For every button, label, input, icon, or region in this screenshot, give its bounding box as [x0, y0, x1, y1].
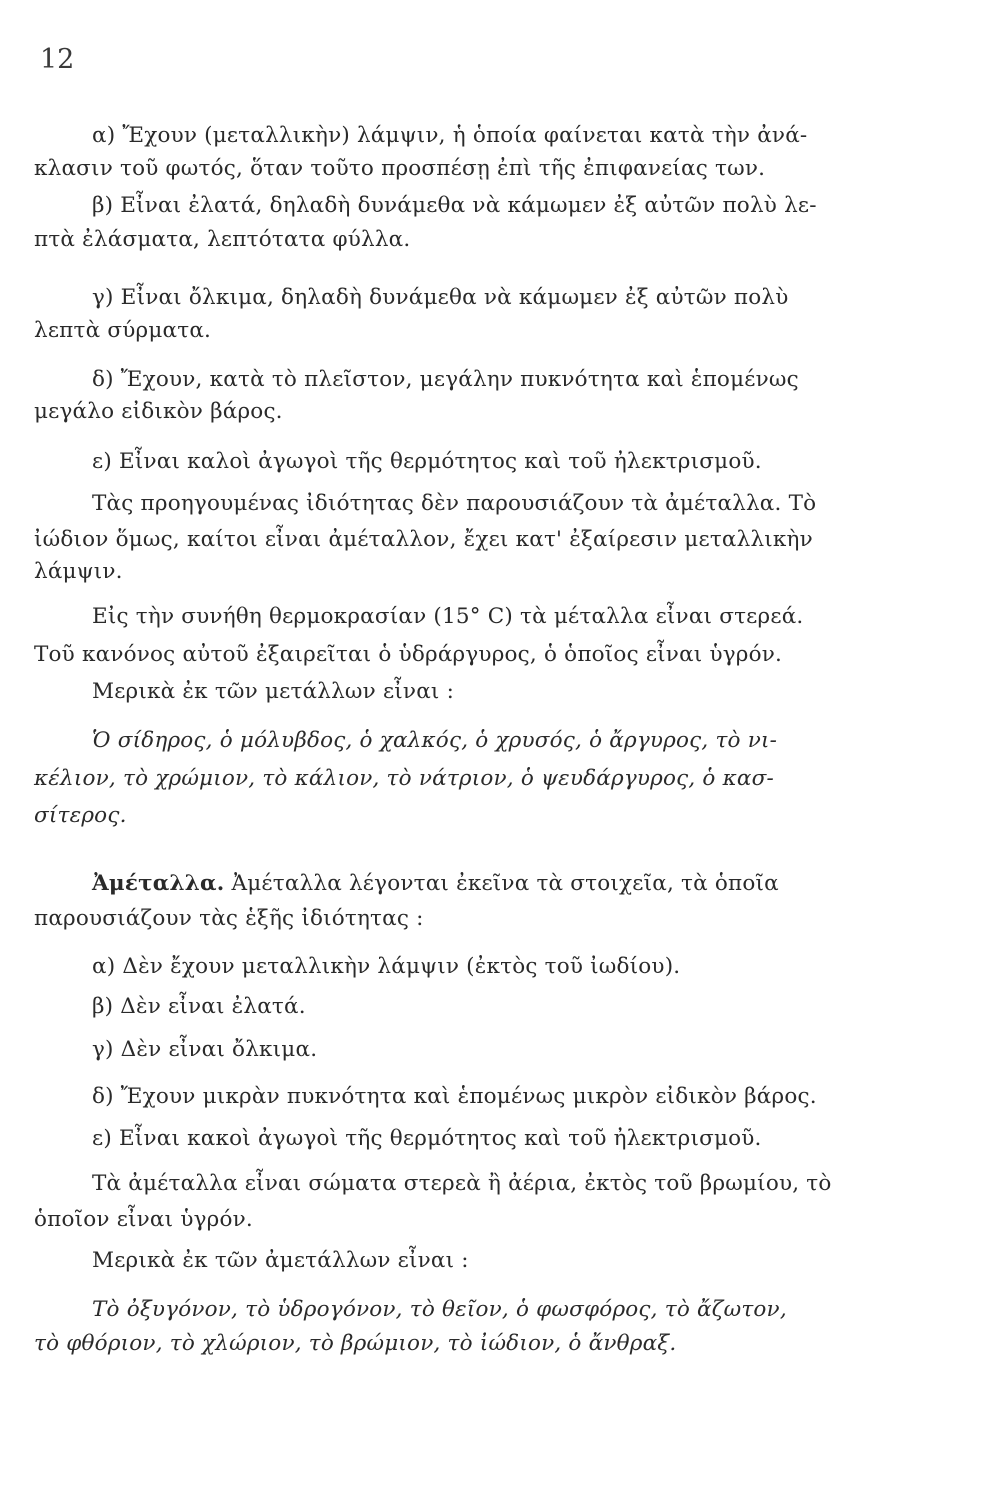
metals-property-a-line2: κλασιν τοῦ φωτός, ὅταν τοῦτο προσπέσῃ ἐπὶ τῆς ἐπιφανείας των. [34, 156, 766, 181]
nonmetals-property-a: α) Δὲν ἔχουν μεταλλικὴν λάμψιν (ἐκτὸς τοῦ ἰωδίου). [92, 954, 681, 979]
metals-list-line3: σίτερος. [34, 803, 127, 828]
metals-property-c-line2: λεπτὰ σύρματα. [34, 318, 212, 343]
nonmetals-heading: Ἀμέταλλα. [92, 871, 225, 896]
nonmetal-state-line1: Τὰ ἀμέταλλα εἶναι σώματα στερεὰ ἢ ἀέρια, ἐκτὸς τοῦ βρωμίου, τὸ [92, 1171, 832, 1196]
metals-property-e-line1: ε) Εἶναι καλοὶ ἀγωγοὶ τῆς θερμότητος καὶ τοῦ ἠλεκτρισμοῦ. [92, 449, 762, 474]
metals-property-a-line1: α) Ἔχουν (μεταλλικὴν) λάμψιν, ἡ ὁποία φαίνεται κατὰ τὴν ἀνά- [92, 123, 808, 148]
metals-list-line2: κέλιον, τὸ χρώμιον, τὸ κάλιον, τὸ νάτριον, ὁ ψευδάργυρος, ὁ κασ- [34, 766, 774, 791]
nonmetals-list-line1: Τὸ ὀξυγόνον, τὸ ὑδρογόνον, τὸ θεῖον, ὁ φωσφόρος, τὸ ἄζωτον, [92, 1297, 787, 1322]
metals-property-b-line2: πτὰ ἐλάσματα, λεπτότατα φύλλα. [34, 227, 411, 252]
metals-property-d-line1: δ) Ἔχουν, κατὰ τὸ πλεῖστον, μεγάλην πυκνότητα καὶ ἑπομένως [92, 367, 799, 392]
metals-list-intro: Μερικὰ ἐκ τῶν μετάλλων εἶναι : [92, 679, 455, 704]
iodine-note-line2: ἰώδιον ὅμως, καίτοι εἶναι ἀμέταλλον, ἔχει κατ' ἐξαίρεσιν μεταλλικὴν [34, 527, 813, 552]
nonmetals-list-intro: Μερικὰ ἐκ τῶν ἀμετάλλων εἶναι : [92, 1248, 469, 1273]
state-note-line1: Εἰς τὴν συνήθη θερμοκρασίαν (15° C) τὰ μέταλλα εἶναι στερεά. [92, 604, 804, 629]
nonmetals-intro-text: Ἀμέταλλα λέγονται ἐκεῖνα τὰ στοιχεῖα, τὰ ὁποῖα [224, 871, 779, 896]
nonmetals-intro-line1 [92, 870, 982, 898]
nonmetal-state-line2: ὁποῖον εἶναι ὑγρόν. [34, 1207, 253, 1232]
nonmetals-list-line2: τὸ φθόριον, τὸ χλώριον, τὸ βρώμιον, τὸ ἰώδιον, ὁ ἄνθραξ. [34, 1331, 677, 1356]
nonmetals-property-d: δ) Ἔχουν μικρὰν πυκνότητα καὶ ἑπομένως μικρὸν εἰδικὸν βάρος. [92, 1084, 817, 1109]
page-number: 12 [40, 44, 75, 75]
nonmetals-property-b: β) Δὲν εἶναι ἐλατά. [92, 994, 306, 1019]
metals-property-d-line2: μεγάλο εἰδικὸν βάρος. [34, 399, 283, 424]
state-note-line2: Τοῦ κανόνος αὐτοῦ ἐξαιρεῖται ὁ ὑδράργυρος, ὁ ὁποῖος εἶναι ὑγρόν. [34, 642, 783, 667]
nonmetals-intro-line2: παρουσιάζουν τὰς ἑξῆς ἰδιότητας : [34, 906, 424, 931]
nonmetals-property-c: γ) Δὲν εἶναι ὄλκιμα. [92, 1037, 318, 1062]
iodine-note-line3: λάμψιν. [34, 559, 123, 584]
metals-property-c-line1: γ) Εἶναι ὄλκιμα, δηλαδὴ δυνάμεθα νὰ κάμωμεν ἐξ αὐτῶν πολὺ [92, 285, 789, 310]
iodine-note-line1: Τὰς προηγουμένας ἰδιότητας δὲν παρουσιάζουν τὰ ἀμέταλλα. Τὸ [92, 491, 817, 516]
metals-property-b-line1: β) Εἶναι ἐλατά, δηλαδὴ δυνάμεθα νὰ κάμωμεν ἐξ αὐτῶν πολὺ λε- [92, 193, 817, 218]
nonmetals-property-e: ε) Εἶναι κακοὶ ἀγωγοὶ τῆς θερμότητος καὶ τοῦ ἠλεκτρισμοῦ. [92, 1126, 762, 1151]
metals-list-line1: Ὁ σίδηρος, ὁ μόλυβδος, ὁ χαλκός, ὁ χρυσός, ὁ ἄργυρος, τὸ νι- [92, 728, 778, 753]
